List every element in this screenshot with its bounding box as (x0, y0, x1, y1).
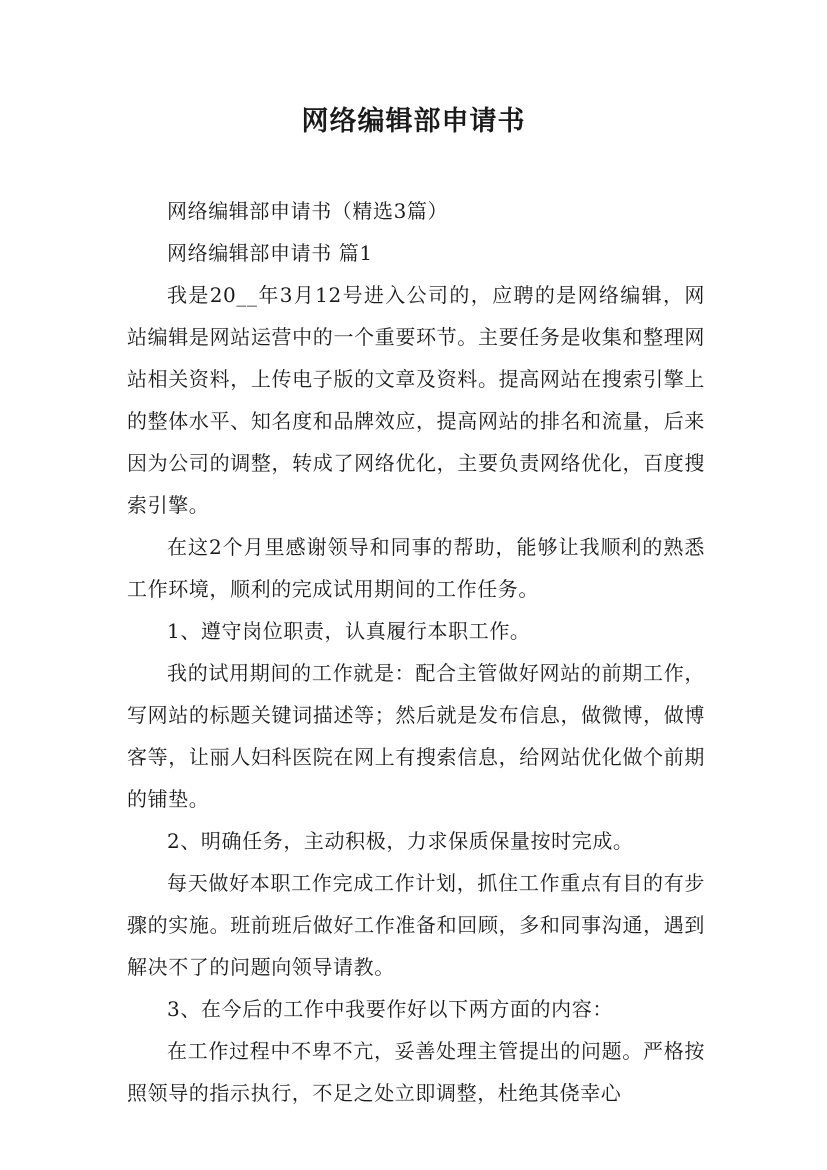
document-body (127, 190, 705, 1114)
paragraph-thanks: 在这2个月里感谢领导和同事的帮助，能够让我顺利的熟悉工作环境，顺利的完成试用期间的工作任务。 (127, 535, 705, 601)
paragraph-point-3: 3、在今后的工作中我要作好以下两方面的内容： (167, 997, 613, 1021)
paragraph-subtitle: 网络编辑部申请书（精选3篇） (167, 199, 449, 223)
paragraph-intro: 我是20__年3月12号进入公司的，应聘的是网络编辑，网站编辑是网站运营中的一个重要环节。主要任务是收集和整理网站相关资料，上传电子版的文章及资料。提高网站在搜索引擎上的整体水平、知名度和品牌效应，提高网站的排名和流量，后来因为公司的调整，转成了网络优化，主要负责网络优化，百度搜索引擎。 (127, 283, 705, 517)
paragraph-point-3-detail: 在工作过程中不卑不亢，妥善处理主管提出的问题。严格按照领导的指示执行，不足之处立即调整，杜绝其侥幸心 (127, 1039, 705, 1105)
document-title: 网络编辑部申请书 (301, 106, 526, 137)
paragraph-point-1: 1、遵守岗位职责，认真履行本职工作。 (167, 619, 531, 643)
paragraph-point-2: 2、明确任务，主动积极，力求保质保量按时完成。 (167, 829, 634, 853)
paragraph-point-1-detail: 我的试用期间的工作就是：配合主管做好网站的前期工作，写网站的标题关键词描述等；然后就是发布信息，做微博，做博客等，让丽人妇科医院在网上有搜索信息，给网站优化做个前期的铺垫。 (127, 661, 705, 811)
paragraph-section-heading: 网络编辑部申请书 篇1 (167, 241, 373, 265)
paragraph-point-2-detail: 每天做好本职工作完成工作计划，抓住工作重点有目的有步骤的实施。班前班后做好工作准备和回顾，多和同事沟通，遇到解决不了的问题向领导请教。 (127, 871, 705, 979)
